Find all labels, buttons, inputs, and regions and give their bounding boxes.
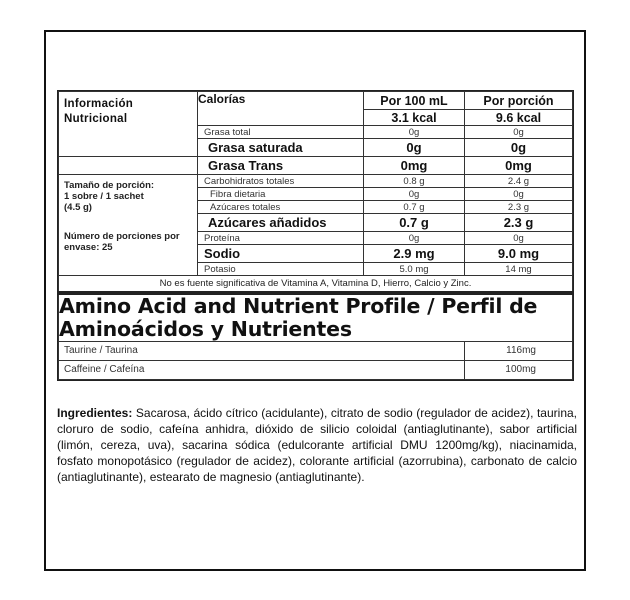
amino-value: 100mg <box>465 360 573 379</box>
row-label: Fibra dietaria <box>198 188 364 201</box>
serving-info <box>59 175 198 276</box>
calories-label: Calorías <box>198 92 364 126</box>
amino-profile-title: Amino Acid and Nutrient Profile / Perfil de Aminoácidos y Nutrientes <box>59 293 573 342</box>
row-label: Azúcares totales <box>198 201 364 214</box>
serving-size-value: 1 sobre / 1 sachet <box>64 191 144 202</box>
calories-per-serving: 9.6 kcal <box>465 110 573 126</box>
row-value-per-serving: 2.3 g <box>465 201 573 214</box>
row-value-per-100ml: 0.7 g <box>364 201 465 214</box>
row-value-per-100ml: 2.9 mg <box>364 245 465 263</box>
serving-size-label: Tamaño de porción: <box>64 180 155 191</box>
row-value-per-100ml: 0g <box>364 232 465 245</box>
table-row <box>59 175 573 188</box>
row-label: Carbohidratos totales <box>198 175 364 188</box>
amino-value: 116mg <box>465 341 573 360</box>
row-value-per-100ml: 0.8 g <box>364 175 465 188</box>
amino-name: Taurine / Taurina <box>59 341 465 360</box>
column-header-per-serving: Por porción <box>465 92 573 110</box>
amino-name: Caffeine / Cafeína <box>59 360 465 379</box>
amino-row <box>59 341 573 360</box>
row-value-per-serving: 2.4 g <box>465 175 573 188</box>
row-value-per-serving: 14 mg <box>465 263 573 276</box>
row-label: Grasa Trans <box>198 157 364 175</box>
row-value-per-serving: 9.0 mg <box>465 245 573 263</box>
row-value-per-100ml: 0.7 g <box>364 214 465 232</box>
servings-per-container-value: envase: 25 <box>64 242 113 253</box>
row-value-per-serving: 0g <box>465 232 573 245</box>
row-value-per-serving: 2.3 g <box>465 214 573 232</box>
table-title <box>59 92 198 157</box>
row-label: Grasa total <box>198 126 364 139</box>
title-line-1: Información <box>64 98 134 110</box>
row-value-per-serving: 0g <box>465 188 573 201</box>
row-label: Grasa saturada <box>198 139 364 157</box>
row-label: Azúcares añadidos <box>198 214 364 232</box>
row-value-per-100ml: 0g <box>364 126 465 139</box>
table-row <box>59 157 573 175</box>
row-value-per-serving: 0mg <box>465 157 573 175</box>
ingredients-text: Sacarosa, ácido cítrico (acidulante), citrato de sodio (regulador de acidez), taurina, cloruro de sodio, cafeína anhidra, dióxido de silicio coloidal (antiaglutinante), sabor artificial (limón, cereza, uva), sacarina sódica (edulcorante artificial DMU 1200mg/kg), niacinamida, fosfato monopotásico (regulador de acidez), colorante artificial (azorrubina), carbonato de calcio (antiaglutinante), estearato de magnesio (antiaglutinante). <box>57 406 577 484</box>
row-value-per-100ml: 5.0 mg <box>364 263 465 276</box>
vitamin-footnote: No es fuente significativa de Vitamina A, Vitamina D, Hierro, Calcio y Zinc. <box>59 276 573 293</box>
row-label: Potasio <box>198 263 364 276</box>
row-value-per-100ml: 0g <box>364 139 465 157</box>
row-value-per-serving: 0g <box>465 139 573 157</box>
ingredients-paragraph <box>57 405 577 485</box>
servings-per-container-label: Número de porciones por <box>64 231 180 242</box>
row-value-per-100ml: 0g <box>364 188 465 201</box>
amino-row <box>59 360 573 379</box>
serving-size-grams: (4.5 g) <box>64 202 92 213</box>
ingredients-label: Ingredientes: <box>57 406 133 420</box>
row-value-per-serving: 0g <box>465 126 573 139</box>
row-value-per-100ml: 0mg <box>364 157 465 175</box>
row-label: Proteína <box>198 232 364 245</box>
nutrition-facts-table <box>57 90 574 381</box>
column-header-per-100ml: Por 100 mL <box>364 92 465 110</box>
title-line-2: Nutricional <box>64 113 128 125</box>
calories-per-100ml: 3.1 kcal <box>364 110 465 126</box>
row-label: Sodio <box>198 245 364 263</box>
